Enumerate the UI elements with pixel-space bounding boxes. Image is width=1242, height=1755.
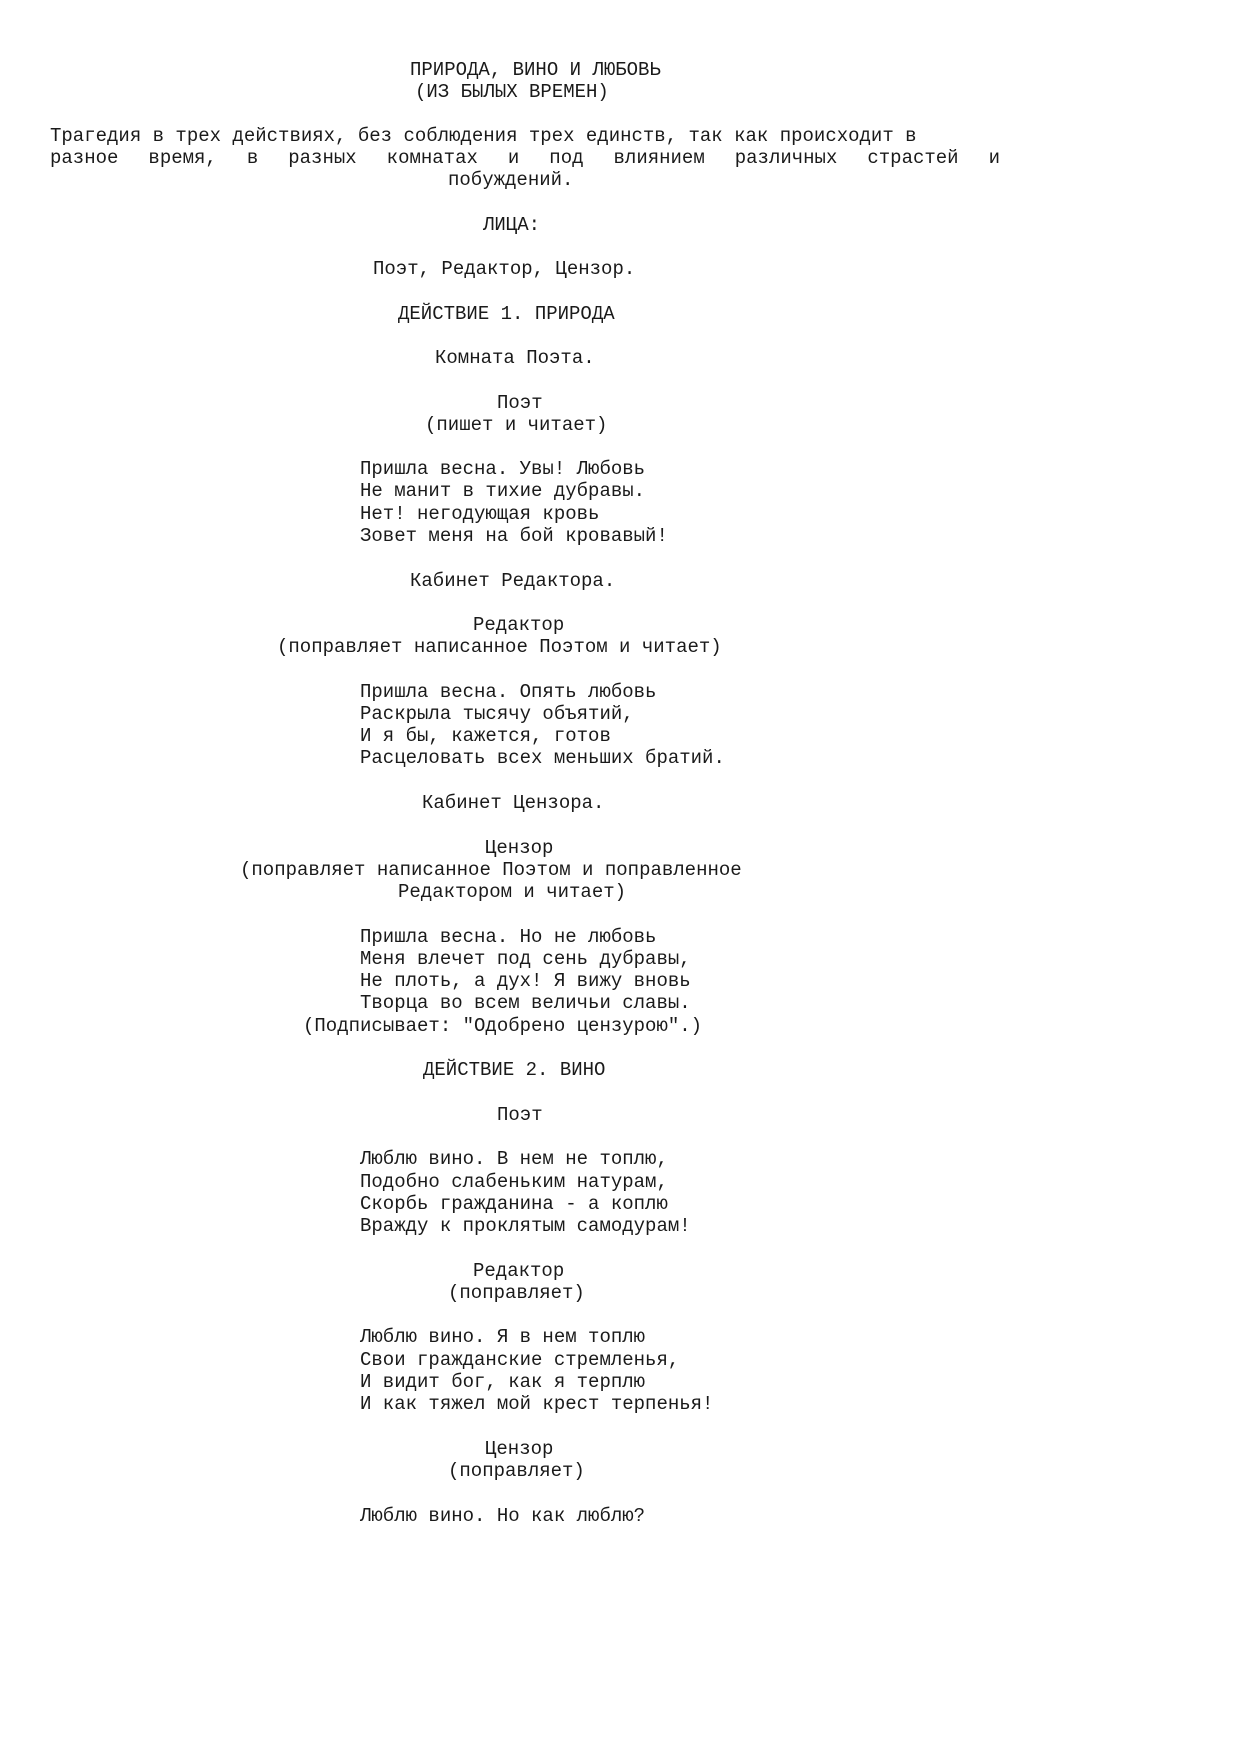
scene1-speaker: Поэт [497,392,543,414]
scene3-sign: (Подписывает: "Одобрено цензурою".) [303,1015,703,1037]
intro-word: в [246,147,259,169]
intro-word: страстей [867,147,959,169]
scene1-place: Комната Поэта. [435,347,595,369]
verse-line: Не плоть, а дух! Я вижу вновь [360,970,691,992]
act1-heading: ДЕЙСТВИЕ 1. ПРИРОДА [398,303,615,325]
act2-heading: ДЕЙСТВИЕ 2. ВИНО [423,1059,606,1081]
scene3-direction-2: Редактором и читает) [398,881,627,903]
verse-line: И видит бог, как я терплю [360,1371,646,1393]
intro-word: и [988,147,1000,169]
verse-line: Пришла весна. Опять любовь [360,681,657,703]
verse-line: Люблю вино. Я в нем топлю [360,1326,646,1348]
scene3-place: Кабинет Цензора. [422,792,605,814]
verse-line: Раскрыла тысячу объятий, [360,703,634,725]
intro-line-3: побуждений. [448,169,574,191]
verse-line: Расцеловать всех меньших братий. [360,747,725,769]
verse-line: Люблю вино. Но как люблю? [360,1505,646,1527]
verse-line: Меня влечет под сень дубравы, [360,948,691,970]
scene2-speaker: Редактор [473,614,565,636]
act2-speaker-censor: Цензор [485,1438,554,1460]
act2-speaker-editor: Редактор [473,1260,565,1282]
act2-direction-censor: (поправляет) [448,1460,585,1482]
play-title: ПРИРОДА, ВИНО И ЛЮБОВЬ [410,59,661,81]
scene1-direction: (пишет и читает) [425,414,608,436]
intro-word: разных [288,147,357,169]
intro-word: и [507,147,520,169]
persons-list: Поэт, Редактор, Цензор. [373,258,636,280]
scene3-speaker: Цензор [485,837,554,859]
verse-line: И я бы, кажется, готов [360,725,611,747]
intro-word: комнатах [386,147,478,169]
verse-line: Вражду к проклятым самодурам! [360,1215,691,1237]
verse-line: Пришла весна. Но не любовь [360,926,657,948]
intro-word: под [549,147,584,169]
verse-line: Свои гражданские стремленья, [360,1349,680,1371]
intro-word: время, [148,147,217,169]
verse-line: Творца во всем величьи славы. [360,992,691,1014]
scene2-direction: (поправляет написанное Поэтом и читает) [277,636,722,658]
verse-line: Зовет меня на бой кровавый! [360,525,668,547]
verse-line: Не манит в тихие дубравы. [360,480,646,502]
verse-line: Пришла весна. Увы! Любовь [360,458,646,480]
play-subtitle: (ИЗ БЫЛЫХ ВРЕМЕН) [415,81,609,103]
verse-line: Нет! негодующая кровь [360,503,600,525]
persons-heading: ЛИЦА: [483,214,541,236]
verse-line: И как тяжел мой крест терпенья! [360,1393,714,1415]
verse-line: Люблю вино. В нем не топлю, [360,1148,668,1170]
act2-speaker-poet: Поэт [497,1104,543,1126]
verse-line: Подобно слабеньким натурам, [360,1171,668,1193]
intro-line-1: Трагедия в трех действиях, без соблюдения трех единств, так как происходит в [50,125,917,147]
intro-word: различных [734,147,838,169]
scene3-direction-1: (поправляет написанное Поэтом и поправленное [240,859,742,881]
verse-line: Скорбь гражданина - а коплю [360,1193,668,1215]
intro-word: влиянием [613,147,705,169]
scene2-place: Кабинет Редактора. [410,570,616,592]
act2-direction-editor: (поправляет) [448,1282,585,1304]
intro-word: разное [50,147,119,169]
